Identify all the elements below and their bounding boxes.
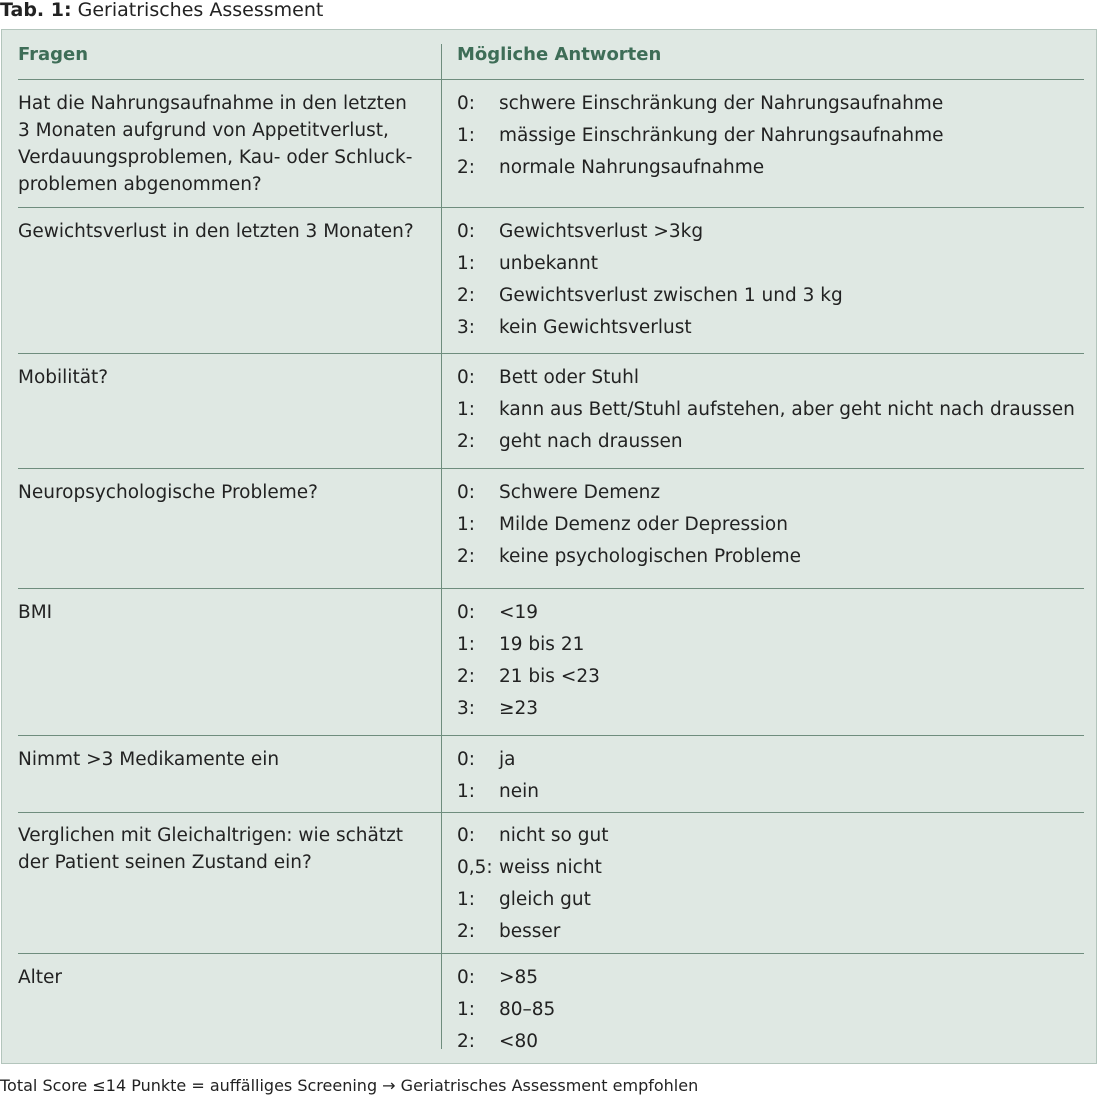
answer-text: Gewichtsverlust zwischen 1 und 3 kg <box>499 285 843 306</box>
answer-score: 2: <box>457 431 476 452</box>
answer-list <box>457 479 1087 575</box>
answer-score: 0: <box>457 749 476 770</box>
answer-list <box>457 218 1087 346</box>
answer-text: 19 bis 21 <box>499 634 585 655</box>
caption-title: Geriatrisches Assessment <box>77 0 324 21</box>
answer-option <box>457 918 1087 950</box>
answer-option <box>457 964 1087 996</box>
answer-score: 0: <box>457 367 476 388</box>
answer-score: 0: <box>457 221 476 242</box>
answer-option <box>457 218 1087 250</box>
answer-text: mässige Einschränkung der Nahrungsaufnahme <box>499 125 944 146</box>
answer-text: geht nach draussen <box>499 431 683 452</box>
answer-text: keine psychologischen Probleme <box>499 546 801 567</box>
caption-label: Tab. 1: <box>0 0 72 21</box>
question-text: Verglichen mit Gleichaltrigen: wie schätzt der Patient seinen Zustand ein? <box>18 825 404 873</box>
row-separator <box>18 812 1084 813</box>
answer-text: ja <box>499 749 516 770</box>
answer-score: 3: <box>457 698 476 719</box>
answer-text: nein <box>499 781 539 802</box>
answer-score: 0: <box>457 93 476 114</box>
table-caption <box>0 0 323 21</box>
header-answers: Mögliche Antworten <box>457 44 662 65</box>
answer-text: weiss nicht <box>499 857 602 878</box>
answer-list <box>457 90 1087 186</box>
answer-text: kann aus Bett/Stuhl aufstehen, aber geht nicht nach draussen <box>499 399 1075 420</box>
answer-option <box>457 543 1087 575</box>
answer-option <box>457 314 1087 346</box>
answer-score: 1: <box>457 253 476 274</box>
answer-option <box>457 364 1087 396</box>
answer-score: 1: <box>457 125 476 146</box>
answer-score: 0,5: <box>457 857 493 878</box>
answer-text: >85 <box>499 967 539 988</box>
answer-text: 80–85 <box>499 999 556 1020</box>
answer-score: 2: <box>457 157 476 178</box>
assessment-table <box>1 29 1097 1064</box>
question-text: Neuropsychologische Probleme? <box>18 482 318 503</box>
row-separator <box>18 735 1084 736</box>
answer-option <box>457 250 1087 282</box>
answer-score: 1: <box>457 399 476 420</box>
answer-list <box>457 964 1087 1060</box>
answer-option <box>457 511 1087 543</box>
answer-option <box>457 154 1087 186</box>
answer-list <box>457 822 1087 950</box>
answer-score: 1: <box>457 514 476 535</box>
answer-text: <19 <box>499 602 539 623</box>
answer-option <box>457 778 1087 810</box>
answer-list <box>457 746 1087 810</box>
answer-score: 2: <box>457 666 476 687</box>
row-separator <box>18 953 1084 954</box>
header-questions: Fragen <box>18 44 89 65</box>
answer-option <box>457 854 1087 886</box>
answer-text: unbekannt <box>499 253 599 274</box>
answer-score: 2: <box>457 285 476 306</box>
answer-score: 1: <box>457 634 476 655</box>
answer-text: <80 <box>499 1031 539 1052</box>
answer-score: 1: <box>457 889 476 910</box>
answer-text: schwere Einschränkung der Nahrungsaufnahme <box>499 93 944 114</box>
answer-option <box>457 822 1087 854</box>
answer-option <box>457 122 1087 154</box>
row-separator <box>18 207 1084 208</box>
answer-text: besser <box>499 921 561 942</box>
column-divider <box>441 44 442 1049</box>
answer-text: Bett oder Stuhl <box>499 367 639 388</box>
footer-note: Total Score ≤14 Punkte = auffälliges Screening → Geriatrisches Assessment empfohlen <box>0 1076 699 1095</box>
answer-list <box>457 599 1087 727</box>
question-text: BMI <box>18 602 53 623</box>
answer-score: 1: <box>457 999 476 1020</box>
answer-option <box>457 746 1087 778</box>
row-separator <box>18 468 1084 469</box>
answer-score: 0: <box>457 482 476 503</box>
answer-score: 0: <box>457 602 476 623</box>
answer-list <box>457 364 1087 460</box>
answer-text: 21 bis <23 <box>499 666 600 687</box>
answer-text: Schwere Demenz <box>499 482 661 503</box>
question-text: Mobilität? <box>18 367 109 388</box>
answer-score: 0: <box>457 825 476 846</box>
answer-option <box>457 90 1087 122</box>
answer-score: 2: <box>457 921 476 942</box>
answer-text: gleich gut <box>499 889 591 910</box>
answer-score: 0: <box>457 967 476 988</box>
answer-option <box>457 599 1087 631</box>
answer-option <box>457 996 1087 1028</box>
question-text: Hat die Nahrungsaufnahme in den letzten 3 Monaten aufgrund von Appetitverlust, Verdauungsproblemen, Kau- oder Schluckproblemen abgenommen? <box>18 93 413 195</box>
answer-option <box>457 428 1087 460</box>
answer-score: 2: <box>457 546 476 567</box>
answer-option <box>457 479 1087 511</box>
answer-text: nicht so gut <box>499 825 609 846</box>
answer-score: 2: <box>457 1031 476 1052</box>
answer-option <box>457 396 1087 428</box>
answer-option <box>457 695 1087 727</box>
answer-text: Gewichtsverlust >3kg <box>499 221 704 242</box>
answer-text: normale Nahrungsaufnahme <box>499 157 765 178</box>
question-text: Gewichtsverlust in den letzten 3 Monaten? <box>18 221 414 242</box>
answer-option <box>457 631 1087 663</box>
answer-text: Milde Demenz oder Depression <box>499 514 788 535</box>
answer-score: 1: <box>457 781 476 802</box>
question-text: Nimmt >3 Medikamente ein <box>18 749 280 770</box>
row-separator <box>18 588 1084 589</box>
answer-option <box>457 282 1087 314</box>
answer-score: 3: <box>457 317 476 338</box>
answer-option <box>457 1028 1087 1060</box>
answer-text: kein Gewichtsverlust <box>499 317 692 338</box>
row-separator <box>18 353 1084 354</box>
answer-option <box>457 663 1087 695</box>
answer-text: ≥23 <box>499 698 539 719</box>
row-separator <box>18 79 1084 80</box>
answer-option <box>457 886 1087 918</box>
question-text: Alter <box>18 967 63 988</box>
